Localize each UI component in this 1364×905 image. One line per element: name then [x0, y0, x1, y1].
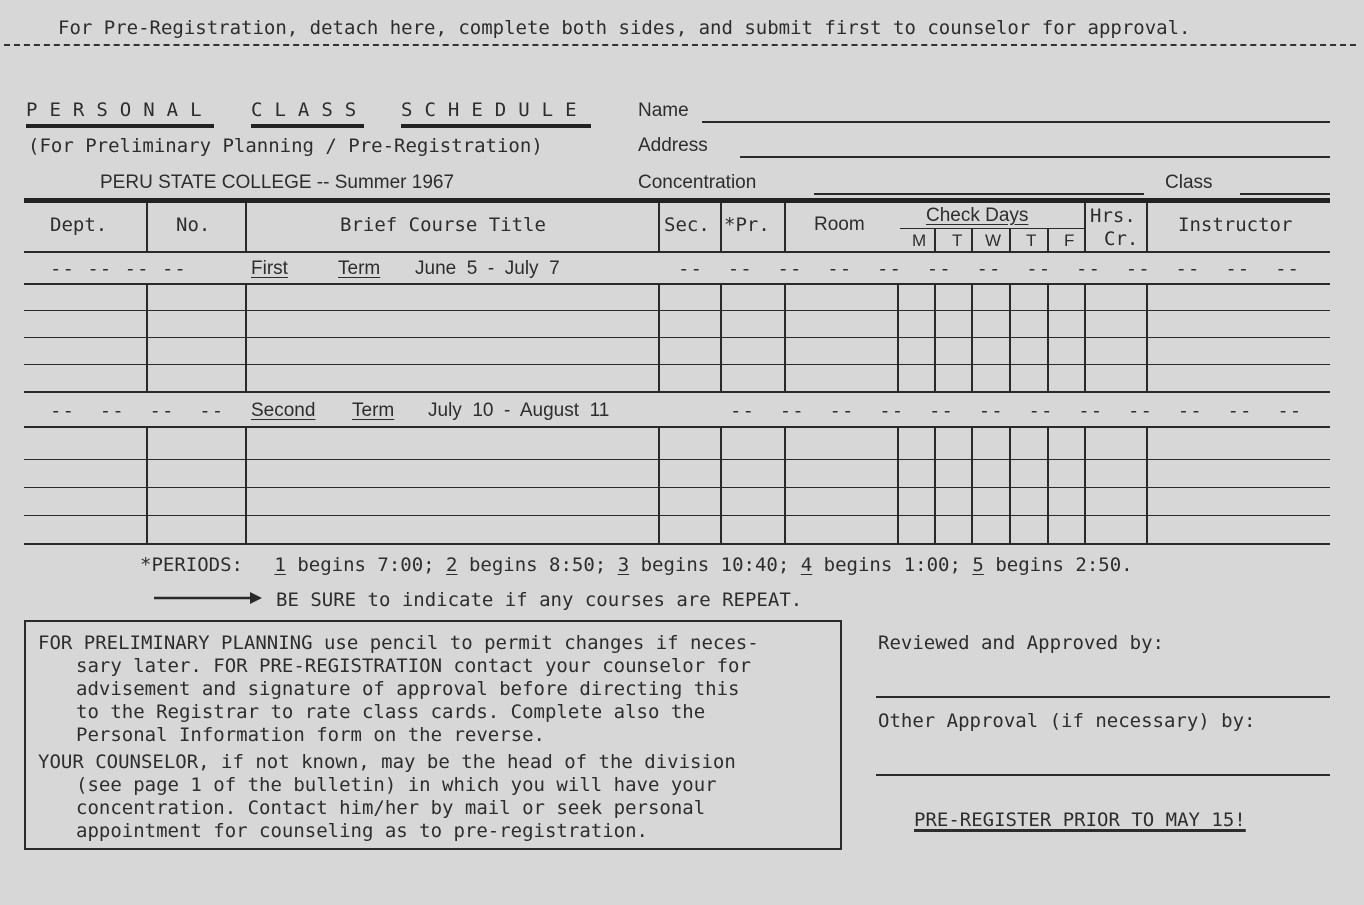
other-approval-label: Other Approval (if necessary) by:: [878, 710, 1256, 732]
term2-row-line-2: [24, 487, 1330, 488]
deadline-note: PRE-REGISTER PRIOR TO MAY 15!: [914, 809, 1246, 831]
col-header-sec: Sec.: [664, 214, 710, 236]
period-2-number: 2: [446, 554, 458, 576]
instructions-text: [38, 632, 833, 843]
term1-word-first: First: [251, 258, 288, 279]
title-underline-1: [26, 124, 214, 128]
term1-word-term: Term: [338, 258, 381, 279]
term1-right-dashes: -- -- -- -- -- -- -- -- -- -- -- -- --: [678, 258, 1300, 280]
term1-left-dashes: -- -- -- --: [50, 258, 187, 280]
hdr-div-4: [720, 203, 722, 252]
term2-left-dashes: -- -- -- --: [50, 400, 225, 422]
instr-p2-line1: YOUR COUNSELOR, if not known, may be the head of the division: [38, 751, 736, 773]
term2-rule: [24, 426, 1330, 428]
hdr-day-div-3: [1009, 229, 1011, 252]
col-header-dept: Dept.: [50, 214, 108, 236]
repeat-note: BE SURE to indicate if any courses are REPEAT.: [276, 589, 803, 611]
day-w: W: [985, 231, 1002, 250]
col-header-check-days: Check Days: [926, 205, 1029, 226]
col-header-pr: *Pr.: [724, 214, 770, 236]
term2-dates: July 10 - August 11: [428, 400, 610, 421]
col-header-no: No.: [176, 214, 211, 236]
t1-div-6: [897, 283, 899, 393]
period-3-number: 3: [617, 554, 630, 576]
check-days-rule: [900, 228, 1084, 229]
t2-div-9: [1009, 426, 1011, 545]
t2-div-12: [1146, 426, 1148, 545]
title-word-class: CLASS: [251, 99, 369, 121]
detach-instruction: For Pre-Registration, detach here, complete both sides, and submit first to counselor for approval.: [58, 17, 1191, 39]
other-approval-signature-line[interactable]: [876, 774, 1330, 776]
name-label: Name: [638, 100, 689, 121]
title-word-personal: PERSONAL: [26, 99, 214, 121]
term1-row-line-2: [24, 337, 1330, 338]
period-2-text: begins 8:50;: [468, 554, 607, 576]
col-header-cr: Cr.: [1104, 228, 1139, 250]
col-header-instructor: Instructor: [1178, 214, 1293, 236]
period-3-text: begins 10:40;: [640, 554, 790, 576]
class-field[interactable]: [1240, 193, 1330, 195]
term1-bottom-rule: [24, 391, 1330, 393]
term1-row-line-3: [24, 364, 1330, 365]
instr-p1-line5: Personal Information form on the reverse.: [76, 724, 545, 746]
table-top-rule: [24, 198, 1330, 203]
term2-row-line-1: [24, 459, 1330, 460]
col-header-room: Room: [814, 214, 865, 235]
instr-p1-line4: to the Registrar to rate class cards. Complete also the: [76, 701, 706, 723]
term2-bottom-rule: [24, 543, 1330, 545]
instr-p1-line2: sary later. FOR PRE-REGISTRATION contact your counselor for: [76, 655, 751, 677]
t2-div-2: [245, 426, 247, 545]
hdr-day-div-4: [1047, 229, 1049, 252]
col-header-hrs: Hrs.: [1090, 205, 1136, 227]
hdr-div-7: [1146, 203, 1148, 252]
hdr-div-5: [784, 203, 786, 252]
term2-row-line-3: [24, 515, 1330, 516]
day-t: T: [952, 231, 963, 250]
t2-div-8: [971, 426, 973, 545]
day-m: M: [912, 231, 927, 250]
name-field[interactable]: [702, 121, 1330, 123]
header-bottom-rule: [24, 251, 1330, 253]
periods-label: *PERIODS:: [140, 554, 243, 576]
period-4-number: 4: [800, 554, 813, 576]
concentration-field[interactable]: [814, 193, 1144, 195]
instr-p1-line3: advisement and signature of approval before directing this: [76, 678, 740, 700]
period-5-number: 5: [972, 554, 984, 576]
reviewed-label: Reviewed and Approved by:: [878, 632, 1164, 654]
hdr-div-3: [658, 203, 660, 252]
title-underline-2: [251, 124, 364, 128]
t2-div-6: [897, 426, 899, 545]
address-field[interactable]: [740, 156, 1330, 158]
term2-word-term: Term: [352, 400, 395, 421]
hdr-div-2: [245, 203, 247, 252]
t1-div-10: [1047, 283, 1049, 393]
t1-div-12: [1146, 283, 1148, 393]
right-arrow-icon: [154, 590, 264, 606]
term2-right-dashes: -- -- -- -- -- -- -- -- -- -- -- --: [730, 400, 1303, 422]
hdr-div-1: [146, 203, 148, 252]
instr-p1-line1: FOR PRELIMINARY PLANNING use pencil to permit changes if neces-: [38, 632, 759, 654]
t2-div-3: [658, 426, 660, 545]
detach-line: [4, 44, 1356, 46]
day-t2: T: [1026, 231, 1037, 250]
t2-div-7: [934, 426, 936, 545]
t2-div-11: [1084, 426, 1086, 545]
day-f: F: [1064, 231, 1075, 250]
t2-div-5: [784, 426, 786, 545]
term1-rule: [24, 283, 1330, 285]
concentration-label: Concentration: [638, 172, 757, 193]
t1-div-11: [1084, 283, 1086, 393]
instr-p2-line3: concentration. Contact him/her by mail or seek personal: [76, 797, 706, 819]
hdr-div-6: [1084, 203, 1086, 252]
address-label: Address: [638, 135, 708, 156]
term1-row-line-1: [24, 310, 1330, 311]
instr-p2-line4: appointment for counseling as to pre-registration.: [76, 820, 648, 842]
term1-dates: June 5 - July 7: [415, 258, 560, 279]
t2-div-1: [146, 426, 148, 545]
title-underline-3: [401, 124, 591, 128]
period-5-text: begins 2:50.: [995, 554, 1133, 576]
t1-div-4: [720, 283, 722, 393]
hdr-day-div-1: [934, 229, 936, 252]
term2-word-second: Second: [251, 400, 316, 421]
t2-div-4: [720, 426, 722, 545]
t1-div-3: [658, 283, 660, 393]
t1-div-9: [1009, 283, 1011, 393]
t1-div-7: [934, 283, 936, 393]
period-1-number: 1: [274, 554, 286, 576]
subtitle: (For Preliminary Planning / Pre-Registration): [28, 135, 543, 157]
instr-p2-line2: (see page 1 of the bulletin) in which you will have your: [76, 774, 717, 796]
hdr-day-div-2: [971, 229, 973, 252]
col-header-title: Brief Course Title: [340, 214, 546, 236]
period-1-text: begins 7:00;: [297, 554, 435, 576]
t1-div-1: [146, 283, 148, 393]
t1-div-2: [245, 283, 247, 393]
period-4-text: begins 1:00;: [823, 554, 961, 576]
title-word-schedule: SCHEDULE: [401, 99, 589, 121]
t2-div-10: [1047, 426, 1049, 545]
periods-line: [140, 554, 1133, 576]
reviewed-signature-line[interactable]: [876, 696, 1330, 698]
college-session: PERU STATE COLLEGE -- Summer 1967: [100, 172, 455, 193]
t1-div-5: [784, 283, 786, 393]
t1-div-8: [971, 283, 973, 393]
class-label: Class: [1165, 172, 1213, 193]
